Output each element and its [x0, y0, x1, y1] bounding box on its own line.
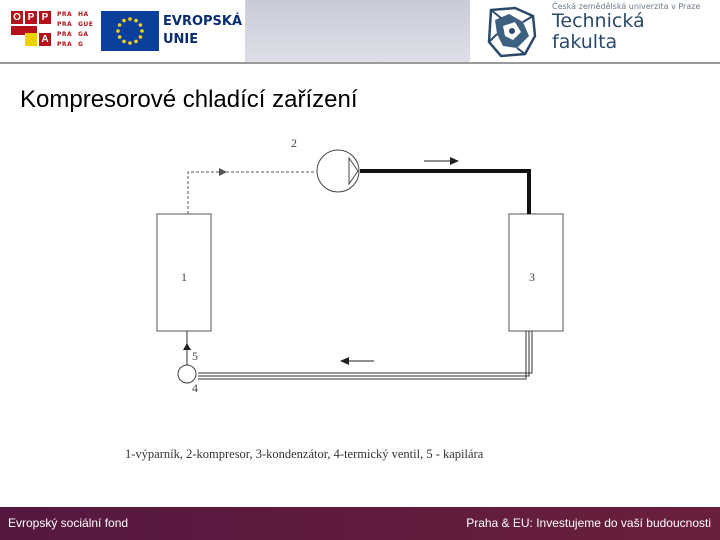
praha-word: PRA	[57, 41, 73, 48]
opp-letter: P	[25, 11, 37, 24]
university-subtitle: Česká zemědělská univerzita v Praze	[552, 2, 701, 11]
eu-label-line1: EVROPSKÁ	[163, 14, 243, 29]
opp-letter: O	[11, 11, 23, 24]
discharge-flow-arrow	[450, 157, 459, 165]
footer-right-text: Praha & EU: Investujeme do vaší budoucnosti	[466, 516, 711, 530]
liquid-line-outer	[198, 331, 532, 373]
praha-word: PRA	[57, 31, 73, 38]
suction-flow-arrow	[219, 168, 227, 176]
diagram-caption: 1-výparník, 2-kompresor, 3-kondenzátor, 4-termický ventil, 5 - kapilára	[125, 447, 484, 461]
praha-word: GUE	[78, 21, 94, 28]
page-title: Kompresorové chladící zařízení	[20, 86, 358, 113]
condenser-box	[509, 214, 563, 331]
faculty-title-line2: fakulta	[552, 31, 618, 53]
opp-letter: P	[39, 11, 51, 24]
footer-bar	[0, 507, 720, 540]
opp-letter: A	[39, 33, 51, 46]
label-capillary: 5	[192, 349, 198, 363]
label-valve: 4	[192, 381, 198, 395]
praha-word: HA	[78, 11, 89, 18]
praha-word: PRA	[57, 11, 73, 18]
liquid-flow-arrow	[340, 357, 349, 365]
capillary-flow-arrow	[183, 343, 191, 350]
faculty-title-line1: Technická	[552, 10, 645, 32]
liquid-line-middle	[198, 331, 529, 376]
label-condenser: 3	[529, 270, 535, 284]
liquid-line-inner	[198, 331, 526, 379]
label-evaporator: 1	[181, 270, 187, 284]
suction-line	[188, 172, 316, 214]
praha-word: G	[78, 41, 84, 48]
eu-label-line2: UNIE	[163, 32, 199, 47]
praha-word: GA	[78, 31, 89, 38]
praha-word: PRA	[57, 21, 73, 28]
label-compressor: 2	[291, 136, 297, 150]
footer-left-text: Evropský sociální fond	[8, 516, 129, 530]
discharge-line	[360, 171, 529, 214]
